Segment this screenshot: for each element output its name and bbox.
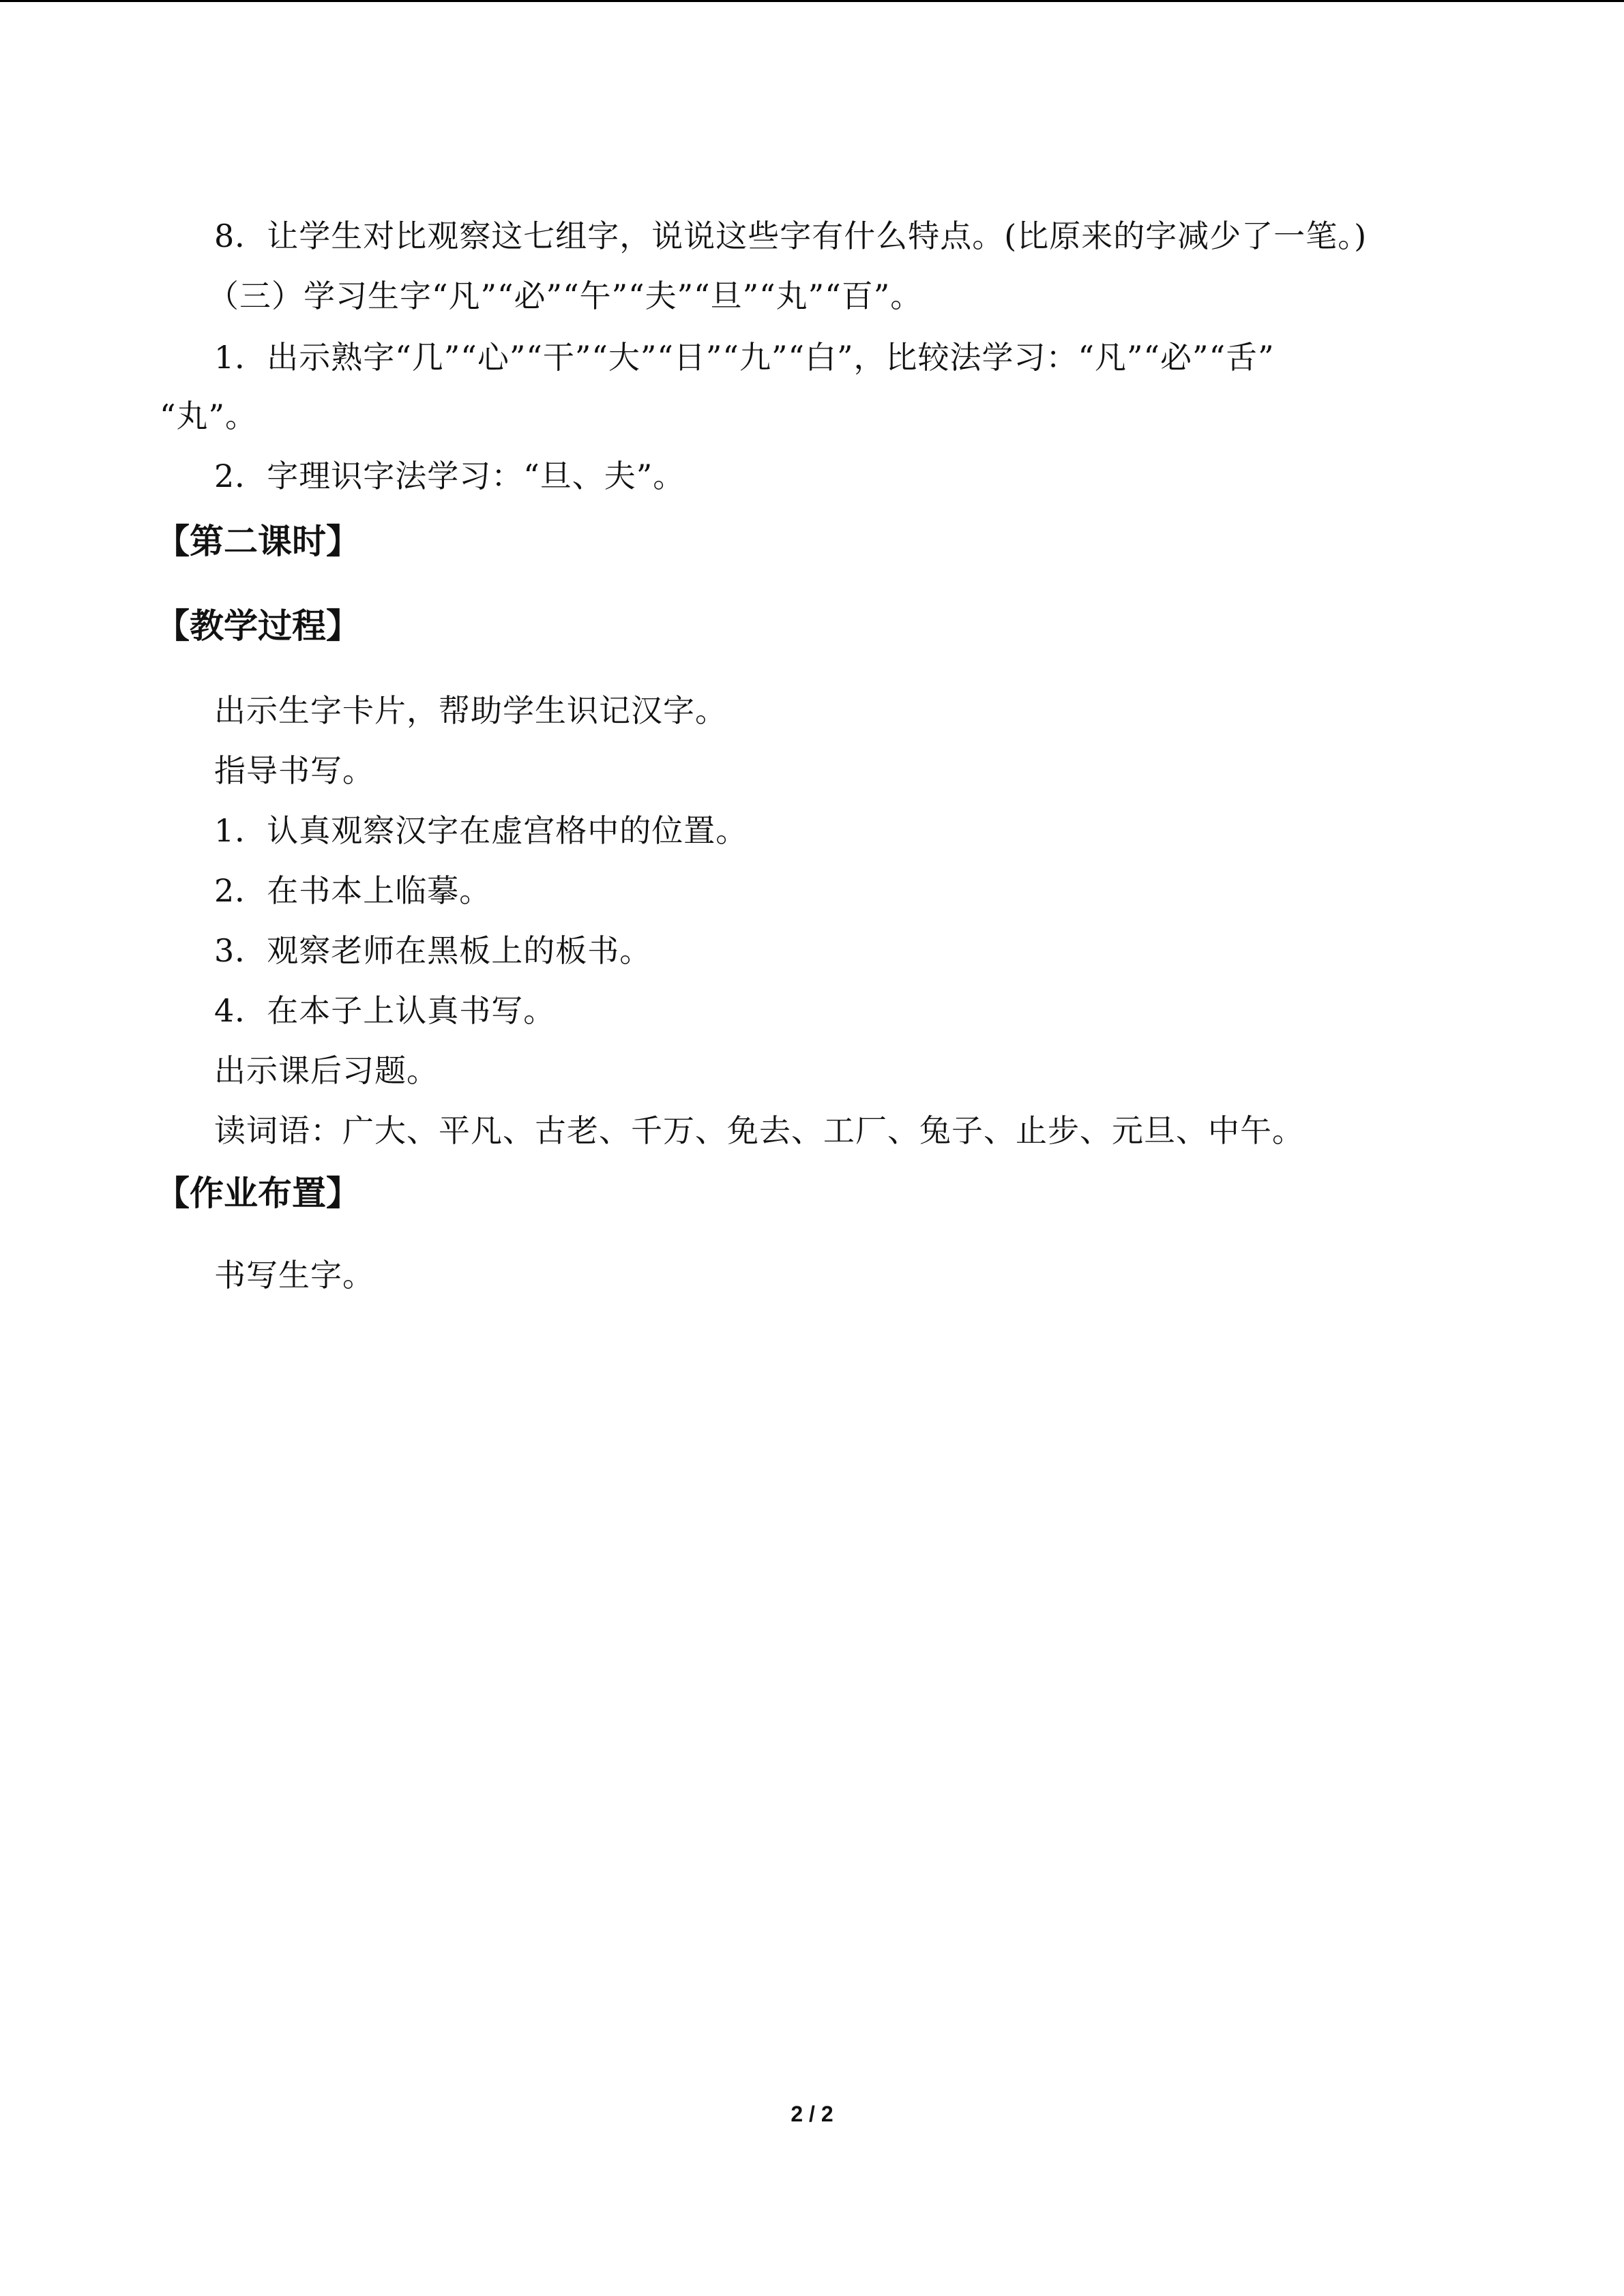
heading-second-lesson: 【第二课时】 xyxy=(156,522,360,561)
paragraph-writing-step-1: 1．认真观察汉字在虚宫格中的位置。 xyxy=(214,812,748,849)
paragraph-writing-step-2: 2．在书本上临摹。 xyxy=(214,872,492,909)
paragraph-guide-writing: 指导书写。 xyxy=(214,752,374,789)
paragraph-step-1-line-1: 1．出示熟字“几”“心”“干”“大”“日”“九”“白”，比较法学习：“凡”“必”“舌” xyxy=(214,339,1275,376)
paragraph-homework: 书写生字。 xyxy=(214,1257,374,1294)
paragraph-step-1-line-2: “丸”。 xyxy=(160,398,258,434)
paragraph-writing-step-3: 3．观察老师在黑板上的板书。 xyxy=(214,932,652,969)
paragraph-read-words: 读词语：广大、平凡、古老、千万、免去、工厂、兔子、止步、元旦、中午。 xyxy=(214,1112,1304,1149)
paragraph-writing-step-4: 4．在本子上认真书写。 xyxy=(214,992,556,1029)
paragraph-step-2: 2．字理识字法学习：“旦、夫”。 xyxy=(214,458,685,494)
paragraph-show-cards: 出示生字卡片，帮助学生识记汉字。 xyxy=(214,692,727,729)
paragraph-show-exercises: 出示课后习题。 xyxy=(214,1052,439,1089)
paragraph-item-8: 8．让学生对比观察这七组字，说说这些字有什么特点。(比原来的字减少了一笔。) xyxy=(214,218,1368,254)
heading-homework: 【作业布置】 xyxy=(156,1174,360,1213)
paragraph-section-3: （三）学习生字“凡”“必”“午”“夫”“旦”“丸”“百”。 xyxy=(207,278,923,314)
heading-teaching-process: 【教学过程】 xyxy=(156,606,360,646)
page-number: 2 / 2 xyxy=(791,2102,833,2126)
